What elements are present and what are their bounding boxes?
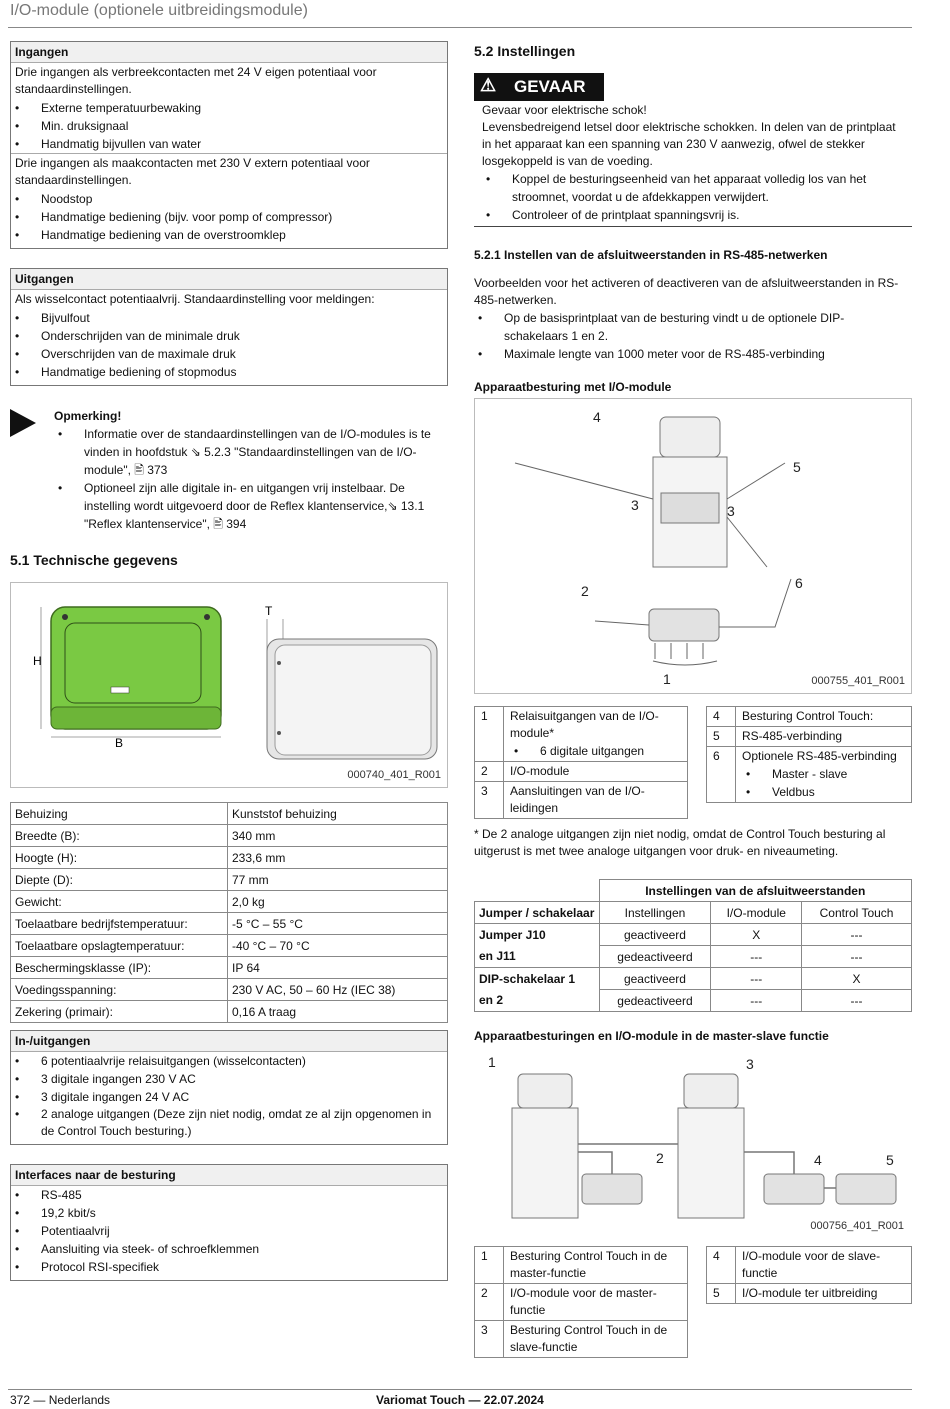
legend-text: I/O-module voor de master-functie: [504, 1284, 688, 1321]
warning-triangle-icon: ⚠: [480, 75, 497, 95]
spec-label: Zekering (primair):: [11, 1001, 228, 1023]
housing-illustration: [11, 583, 447, 787]
fig1-callout: 3: [631, 497, 639, 513]
io-item: • 3 digitale ingangen 230 V AC: [11, 1070, 447, 1088]
table-row: [707, 727, 912, 747]
legend-sub: • Veldbus: [742, 783, 905, 801]
fig2-callout: 5: [886, 1152, 894, 1168]
danger-block: [482, 102, 908, 224]
spec-value: 230 V AC, 50 – 60 Hz (IEC 38): [228, 979, 448, 1001]
legend-sub: • 6 digitale uitgangen: [510, 742, 681, 760]
legend1-left: [474, 706, 688, 819]
legend-num: 4: [707, 1247, 736, 1284]
term-item: • Maximale lengte van 1000 meter voor de RS-485-verbinding: [474, 345, 908, 363]
outputs-item: • Overschrijden van de maximale druk: [11, 345, 447, 363]
table-cell: en 2: [475, 990, 600, 1012]
spec-label: Gewicht:: [11, 891, 228, 913]
spec-value: -5 °C – 55 °C: [228, 913, 448, 935]
table-row: [11, 913, 448, 935]
dim-b-label: B: [115, 736, 124, 750]
table-cell: X: [802, 968, 912, 990]
green-housing: [51, 607, 221, 729]
term-text: Voorbeelden voor het activeren of deactiveren van de afsluitweerstanden in RS-485-netwerken.: [474, 276, 899, 307]
table-row: [475, 990, 912, 1012]
fig1-callout: 5: [793, 459, 801, 475]
table-cell: geactiveerd: [599, 968, 711, 990]
outputs-text: Als wisselcontact potentiaalvrij. Standaardinstelling voor meldingen:: [15, 292, 375, 306]
table-row: [11, 847, 448, 869]
legend2-left: [474, 1246, 688, 1358]
fig2-callout: 3: [746, 1056, 754, 1072]
term-block: [474, 275, 908, 363]
legend-num: 1: [475, 1247, 504, 1284]
inputs-block1-text: Drie ingangen als verbreekcontacten met 24 V eigen potentiaal voor standaardinstellingen.: [15, 65, 377, 96]
fig1-callout: 3: [727, 503, 735, 519]
table-row: [475, 924, 912, 946]
legend-num: 5: [707, 727, 736, 747]
note-item: • Informatie over de standaardinstellingen van de I/O-modules is te vinden in hoofdstuk ⇘ 5.2.3 "Standaardinstellingen van de I/O-module", 🖹 373: [54, 425, 439, 479]
fig2-callout: 4: [814, 1152, 822, 1168]
table-cell: ---: [711, 968, 802, 990]
note-arrow-icon: [10, 409, 36, 437]
table-row: [11, 979, 448, 1001]
danger-badge: [474, 73, 604, 101]
table-row: [707, 1247, 912, 1284]
housing-figure-code: 000740_401_R001: [347, 769, 441, 781]
interfaces-item: • Protocol RSI-specifiek: [11, 1258, 447, 1276]
legend-text: I/O-module: [504, 762, 688, 782]
interfaces-box: [10, 1164, 448, 1281]
column-header: Jumper / schakelaar: [475, 902, 600, 924]
inputs-title: Ingangen: [11, 42, 447, 63]
fig2-callout: 1: [488, 1054, 496, 1070]
inputs-block2-item: • Handmatige bediening (bijv. voor pomp of compressor): [11, 208, 447, 226]
table-cell: gedeactiveerd: [599, 990, 711, 1012]
inputs-block1-item: • Handmatig bijvullen van water: [11, 135, 447, 153]
spec-table: [10, 802, 448, 1023]
spec-label: Breedte (B):: [11, 825, 228, 847]
footer-document: Variomat Touch — 22.07.2024: [376, 1393, 544, 1407]
fig2-figure: [474, 1048, 912, 1234]
table-cell: ---: [802, 924, 912, 946]
outputs-item: • Onderschrijden van de minimale druk: [11, 327, 447, 345]
inputs-block1-item: • Min. druksignaal: [11, 117, 447, 135]
housing-figure: [10, 582, 448, 788]
legend1-right: [706, 706, 912, 803]
fig2-code: 000756_401_R001: [810, 1220, 904, 1232]
legend-text: Besturing Control Touch in de slave-functie: [504, 1321, 688, 1358]
spec-value: 77 mm: [228, 869, 448, 891]
table-cell: gedeactiveerd: [599, 946, 711, 968]
grey-housing: [267, 639, 437, 759]
table-cell: ---: [802, 946, 912, 968]
table-corner: [475, 880, 600, 902]
legend-num: 3: [475, 782, 504, 819]
term-heading: 5.2.1 Instellen van de afsluitweerstanden in RS-485-netwerken: [474, 248, 828, 262]
table-row: [707, 707, 912, 727]
spec-value: 2,0 kg: [228, 891, 448, 913]
io-box: [10, 1030, 448, 1145]
inputs-block1-item: • Externe temperatuurbewaking: [11, 99, 447, 117]
fig1-callout: 2: [581, 583, 589, 599]
table-row: [11, 825, 448, 847]
spec-value: 0,16 A traag: [228, 1001, 448, 1023]
table-cell: DIP-schakelaar 1: [475, 968, 600, 990]
spec-label: Voedingsspanning:: [11, 979, 228, 1001]
legend-num: 2: [475, 762, 504, 782]
spec-value: 340 mm: [228, 825, 448, 847]
spec-value: IP 64: [228, 957, 448, 979]
spec-label: Beschermingsklasse (IP):: [11, 957, 228, 979]
table-row: [11, 891, 448, 913]
table-row: [475, 1247, 688, 1284]
legend-text: I/O-module voor de slave-functie: [736, 1247, 912, 1284]
legend-num: 3: [475, 1321, 504, 1358]
table-cell: Jumper J10: [475, 924, 600, 946]
legend-sub: • Master - slave: [742, 765, 905, 783]
table-cell: ---: [802, 990, 912, 1012]
dim-h-label: H: [33, 654, 42, 668]
table-title: Instellingen van de afsluitweerstanden: [599, 880, 912, 902]
note-title: Opmerking!: [54, 409, 122, 423]
legend-text-main: Relaisuitgangen van de I/O-module*: [510, 709, 659, 740]
fig1-callout: 1: [663, 671, 671, 687]
note-block: [54, 408, 439, 533]
table-row: [475, 880, 912, 902]
spec-value: 233,6 mm: [228, 847, 448, 869]
legend-text: Besturing Control Touch in de master-functie: [504, 1247, 688, 1284]
table-row: [11, 803, 448, 825]
resistance-table: [474, 879, 912, 1012]
danger-label: GEVAAR: [514, 77, 586, 96]
table-row: [475, 968, 912, 990]
interfaces-item: • Potentiaalvrij: [11, 1222, 447, 1240]
legend-num: 5: [707, 1284, 736, 1304]
fig1-callout: 4: [593, 409, 601, 425]
table-row: [475, 782, 688, 819]
io-title: In-/uitgangen: [11, 1031, 447, 1052]
fig1-caption: Apparaatbesturing met I/O-module: [474, 380, 672, 394]
table-row: [11, 957, 448, 979]
table-cell: X: [711, 924, 802, 946]
legend-num: 2: [475, 1284, 504, 1321]
table-row: [11, 935, 448, 957]
spec-label: Toelaatbare opslagtemperatuur:: [11, 935, 228, 957]
danger-rule: [474, 226, 912, 227]
io-item: • 3 digitale ingangen 24 V AC: [11, 1088, 447, 1106]
fig2-caption: Apparaatbesturingen en I/O-module in de master-slave functie: [474, 1029, 829, 1043]
legend-text: Besturing Control Touch:: [736, 707, 912, 727]
legend2-right: [706, 1246, 912, 1304]
header-rule: [8, 27, 912, 28]
footer-page-number: 372 — Nederlands: [10, 1393, 111, 1407]
table-row: [707, 1284, 912, 1304]
table-cell: en J11: [475, 946, 600, 968]
danger-item: • Controleer of de printplaat spanningsvrij is.: [482, 206, 908, 224]
outputs-title: Uitgangen: [11, 269, 447, 290]
interfaces-item: • 19,2 kbit/s: [11, 1204, 447, 1222]
note-item: • Optioneel zijn alle digitale in- en uitgangen vrij instelbaar. De instelling wordt uitgevoerd door de Reflex klantenservice,⇘ 13.1 "Reflex klantenservice", 🖹 394: [54, 479, 439, 533]
spec-label: Behuizing: [11, 803, 228, 825]
tech-heading: 5.1 Technische gegevens: [10, 552, 178, 568]
spec-value: -40 °C – 70 °C: [228, 935, 448, 957]
table-row: [475, 946, 912, 968]
interfaces-item: • RS-485: [11, 1186, 447, 1204]
fig2-callout: 2: [656, 1150, 664, 1166]
dim-t-label: T: [265, 604, 273, 618]
inputs-block2-text: Drie ingangen als maakcontacten met 230 V extern potentiaal voor standaardinstellingen.: [11, 153, 447, 190]
legend-text: I/O-module ter uitbreiding: [736, 1284, 912, 1304]
spec-label: Hoogte (H):: [11, 847, 228, 869]
legend-text: Aansluitingen van de I/O-leidingen: [504, 782, 688, 819]
term-item: • Op de basisprintplaat van de besturing vindt u de optionele DIP-schakelaars 1 en 2.: [474, 309, 908, 345]
io-item: • 6 potentiaalvrije relaisuitgangen (wisselcontacten): [11, 1052, 447, 1070]
settings-heading: 5.2 Instellingen: [474, 43, 576, 59]
table-row: [475, 1321, 688, 1358]
table-cell: ---: [711, 946, 802, 968]
danger-title: Gevaar voor elektrische schok!: [482, 103, 647, 117]
danger-item: • Koppel de besturingseenheid van het apparaat volledig los van het stroomnet, voordat u de afdekkappen verwijdert.: [482, 170, 908, 206]
danger-text: Levensbedreigend letsel door elektrische schokken. In delen van de printplaat in het apparaat kan een spanning van 230 V aanwezig, ofwel de stekker losgekoppeld is van de voeding.: [482, 120, 896, 168]
table-row: [475, 762, 688, 782]
page-header-title: I/O-module (optionele uitbreidingsmodule): [10, 2, 308, 19]
fig1-figure: [474, 398, 912, 694]
spec-value: Kunststof behuizing: [228, 803, 448, 825]
legend-num: 1: [475, 707, 504, 762]
interfaces-item: • Aansluiting via steek- of schroefklemmen: [11, 1240, 447, 1258]
spec-label: Toelaatbare bedrijfstemperatuur:: [11, 913, 228, 935]
table-row: [707, 747, 912, 803]
legend1-footnote: * De 2 analoge uitgangen zijn niet nodig, omdat de Control Touch besturing al uitgerust is met twee analoge uitgangen voor druk- en niveaumeting.: [474, 827, 886, 858]
outputs-box: [10, 268, 448, 386]
table-row: [11, 1001, 448, 1023]
table-row: [475, 1284, 688, 1321]
legend-num: 6: [707, 747, 736, 803]
table-cell: geactiveerd: [599, 924, 711, 946]
outputs-item: • Handmatige bediening of stopmodus: [11, 363, 447, 381]
fig1-code: 000755_401_R001: [811, 675, 905, 687]
interfaces-title: Interfaces naar de besturing: [11, 1165, 447, 1186]
legend-num: 4: [707, 707, 736, 727]
table-row: [475, 707, 688, 762]
inputs-block2-item: • Noodstop: [11, 190, 447, 208]
legend-text: [736, 747, 912, 803]
legend-text: [504, 707, 688, 762]
table-row: [11, 869, 448, 891]
fig1-callout: 6: [795, 575, 803, 591]
column-header: I/O-module: [711, 902, 802, 924]
legend-text-main: Optionele RS-485-verbinding: [742, 749, 897, 763]
column-header: Control Touch: [802, 902, 912, 924]
inputs-box: [10, 41, 448, 249]
footer-rule: [8, 1389, 912, 1390]
spec-label: Diepte (D):: [11, 869, 228, 891]
fig2-illustration: [474, 1048, 910, 1232]
column-header: Instellingen: [599, 902, 711, 924]
fig1-illustration: [475, 399, 911, 693]
table-header-row: [475, 902, 912, 924]
table-cell: ---: [711, 990, 802, 1012]
inputs-block2-item: • Handmatige bediening van de overstroomklep: [11, 226, 447, 244]
outputs-item: • Bijvulfout: [11, 309, 447, 327]
io-item: • 2 analoge uitgangen (Deze zijn niet nodig, omdat ze al zijn opgenomen in de Control Touch besturing.): [11, 1106, 447, 1140]
legend-text: RS-485-verbinding: [736, 727, 912, 747]
